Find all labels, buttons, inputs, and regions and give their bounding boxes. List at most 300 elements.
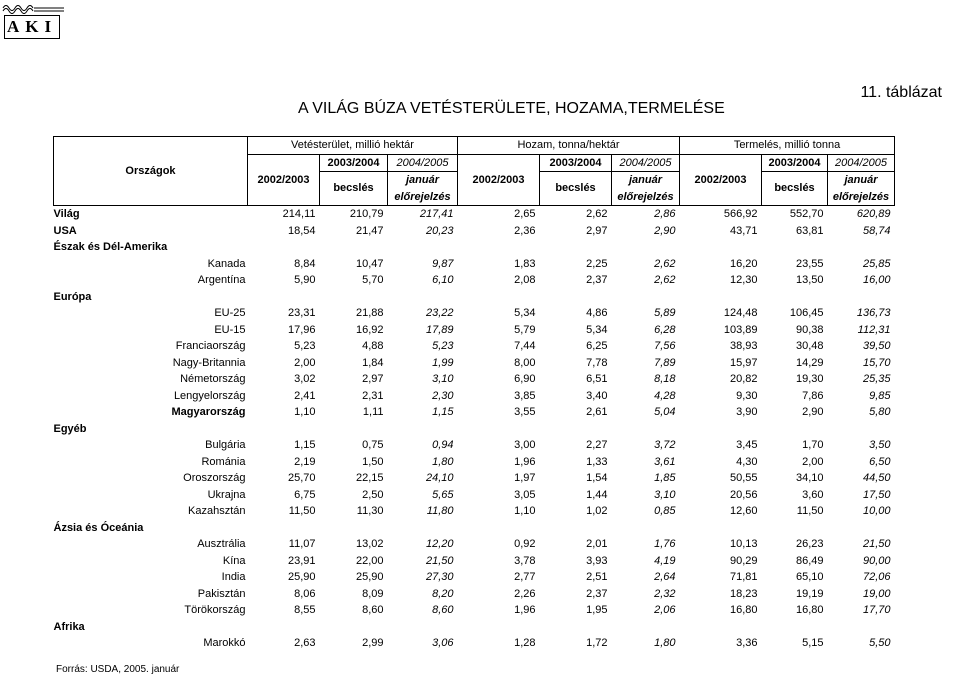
row-label: USA — [53, 224, 77, 237]
table-row — [54, 289, 895, 306]
table-cell: 9,87 — [432, 257, 454, 270]
table-cell: 6,10 — [432, 274, 454, 286]
table-cell: 1,02 — [586, 505, 608, 517]
table-row — [54, 256, 895, 273]
row-label: Pakisztán — [197, 587, 246, 600]
table-cell — [320, 421, 388, 438]
table-cell: 11,50 — [796, 505, 824, 517]
year-header: 2003/2004 — [320, 154, 388, 172]
row-label: Magyarország — [171, 406, 246, 418]
table-cell: 16,20 — [729, 257, 758, 270]
table-cell — [680, 619, 762, 636]
year-header: 2002/2003 — [680, 154, 762, 206]
table-cell: 14,29 — [795, 356, 824, 369]
table-row — [54, 536, 895, 553]
table-cell: 25,85 — [862, 257, 891, 270]
table-cell: 1,50 — [362, 455, 384, 468]
table-cell: 1,99 — [432, 356, 454, 369]
table-row — [54, 437, 895, 454]
table-cell — [320, 239, 388, 256]
table-cell: 8,18 — [654, 373, 676, 385]
row-label: Ausztrália — [197, 538, 246, 550]
table-cell: 63,81 — [795, 224, 824, 237]
table-cell: 90,38 — [795, 323, 824, 336]
table-cell: 2,90 — [802, 406, 824, 418]
table-cell: 103,89 — [723, 323, 758, 336]
table-cell: 10,47 — [355, 257, 384, 270]
table-cell: 9,30 — [736, 389, 758, 402]
table-cell: 5,89 — [654, 307, 676, 319]
table-cell — [388, 421, 458, 438]
table-cell — [612, 289, 680, 306]
row-label: Egyéb — [53, 422, 87, 435]
table-cell: 65,10 — [795, 571, 824, 583]
table-cell: 25,90 — [355, 571, 384, 583]
table-cell: 10,00 — [862, 505, 891, 517]
table-cell: 15,70 — [862, 356, 891, 369]
table-row — [54, 404, 895, 421]
table-cell: 58,74 — [862, 224, 891, 237]
table-cell — [540, 239, 612, 256]
table-cell — [320, 520, 388, 537]
table-cell: 3,55 — [514, 406, 536, 418]
table-cell — [248, 289, 320, 306]
table-cell: 1,83 — [514, 257, 536, 270]
table-body — [54, 206, 895, 652]
table-cell — [680, 239, 762, 256]
table-cell: 72,06 — [862, 571, 891, 583]
table-cell: 22,00 — [355, 554, 384, 567]
table-cell: 2,37 — [586, 587, 608, 600]
table-cell — [458, 289, 540, 306]
forecast-header: előrejelzés — [388, 189, 458, 206]
table-cell: 12,20 — [425, 538, 454, 550]
table-cell: 2,97 — [362, 373, 384, 385]
estimate-header: becslés — [540, 172, 612, 206]
table-cell: 2,19 — [294, 455, 316, 468]
table-row — [54, 239, 895, 256]
table-cell: 2,37 — [586, 274, 608, 286]
table-cell: 3,05 — [514, 488, 536, 501]
estimate-header: becslés — [762, 172, 828, 206]
source-note: Forrás: USDA, 2005. január — [56, 664, 180, 675]
table-cell: 2,00 — [294, 356, 316, 369]
table-cell — [388, 289, 458, 306]
table-cell: 1,33 — [586, 455, 608, 468]
table-row — [54, 322, 895, 339]
table-cell: 2,30 — [432, 389, 454, 402]
row-label: Ukrajna — [207, 488, 246, 501]
table-cell: 8,20 — [432, 587, 454, 600]
table-cell — [320, 619, 388, 636]
table-cell: 6,28 — [654, 323, 676, 336]
table-cell: 1,76 — [654, 538, 676, 550]
table-cell: 112,31 — [857, 323, 891, 336]
table-row — [54, 388, 895, 405]
table-cell: 2,90 — [654, 224, 676, 237]
table-cell: 2,25 — [586, 257, 608, 270]
logo-wave-icon — [2, 2, 66, 14]
table-cell: 21,88 — [355, 307, 384, 319]
table-cell: 5,23 — [294, 340, 316, 352]
table-cell — [458, 239, 540, 256]
table-cell: 1,28 — [514, 637, 536, 649]
table-cell: 16,80 — [795, 604, 824, 616]
table-cell: 2,63 — [294, 637, 316, 649]
table-cell: 217,41 — [419, 208, 454, 220]
table-cell: 3,00 — [514, 439, 536, 451]
table-cell: 21,50 — [425, 554, 454, 567]
table-cell: 2,50 — [362, 488, 384, 501]
table-cell — [762, 289, 828, 306]
table-cell — [680, 421, 762, 438]
row-label: Franciaország — [175, 340, 246, 352]
table-cell: 0,94 — [432, 439, 454, 451]
table-cell: 0,75 — [362, 439, 384, 451]
table-cell: 86,49 — [795, 554, 824, 567]
table-cell: 2,36 — [514, 224, 536, 237]
table-cell: 2,77 — [514, 571, 536, 583]
table-cell: 1,96 — [514, 455, 536, 468]
table-cell: 38,93 — [729, 340, 758, 352]
table-row — [54, 470, 895, 487]
table-cell: 5,79 — [514, 323, 536, 336]
table-row — [54, 223, 895, 240]
row-label: Ázsia és Óceánia — [53, 521, 144, 534]
table-cell — [540, 289, 612, 306]
row-label: Észak és Dél-Amerika — [53, 241, 168, 253]
table-cell — [828, 421, 895, 438]
table-cell: 7,89 — [654, 356, 676, 369]
table-cell: 9,85 — [869, 389, 891, 402]
aki-logo — [2, 2, 66, 40]
table-cell: 11,50 — [288, 505, 316, 517]
table-cell: 7,56 — [654, 340, 676, 352]
table-cell: 7,44 — [514, 340, 536, 352]
table-cell: 5,65 — [432, 488, 454, 501]
table-cell — [540, 421, 612, 438]
row-label: EU-15 — [214, 323, 246, 336]
table-cell: 10,13 — [729, 538, 758, 550]
table-cell: 136,73 — [856, 307, 891, 319]
table-cell: 3,10 — [654, 488, 676, 501]
year-header: 2004/2005 — [388, 154, 458, 172]
table-cell: 2,31 — [362, 389, 384, 402]
table-cell: 8,00 — [514, 356, 536, 369]
table-cell: 90,29 — [729, 554, 758, 567]
table-cell: 3,10 — [432, 373, 454, 385]
table-cell — [828, 289, 895, 306]
row-label: Törökország — [184, 604, 246, 616]
table-cell: 0,92 — [514, 538, 536, 550]
table-cell — [320, 289, 388, 306]
table-cell: 3,02 — [294, 373, 316, 385]
year-header: 2004/2005 — [828, 154, 895, 172]
january-header: január — [828, 172, 895, 189]
table-cell: 1,11 — [362, 406, 384, 418]
countries-header: Országok — [54, 137, 248, 206]
table-cell: 30,48 — [795, 340, 824, 352]
table-cell: 2,99 — [362, 637, 384, 649]
table-cell: 3,61 — [654, 455, 676, 468]
table-cell: 26,23 — [795, 538, 824, 550]
table-cell: 34,10 — [795, 472, 824, 484]
table-cell: 3,78 — [514, 554, 536, 567]
table-cell — [762, 421, 828, 438]
table-cell: 7,78 — [586, 356, 608, 369]
table-row — [54, 454, 895, 471]
table-cell: 1,85 — [654, 472, 676, 484]
table-cell: 1,95 — [586, 604, 608, 616]
table-cell — [458, 520, 540, 537]
table-cell: 3,50 — [869, 439, 891, 451]
table-row — [54, 371, 895, 388]
table-cell — [762, 520, 828, 537]
table-cell: 8,84 — [294, 257, 316, 270]
table-cell: 23,22 — [425, 307, 454, 319]
page-title: A VILÁG BÚZA VETÉSTERÜLETE, HOZAMA,TERMELÉSE — [298, 100, 725, 117]
row-label: Nagy-Britannia — [172, 356, 246, 369]
table-cell — [458, 619, 540, 636]
table-cell: 21,50 — [862, 538, 891, 550]
table-cell: 5,23 — [432, 340, 454, 352]
table-cell: 7,86 — [802, 389, 824, 402]
table-cell — [828, 239, 895, 256]
table-cell — [612, 619, 680, 636]
table-row — [54, 586, 895, 603]
table-cell: 20,56 — [729, 488, 758, 501]
table-cell: 566,92 — [723, 208, 758, 220]
row-label: Európa — [53, 290, 92, 303]
table-cell: 20,82 — [729, 373, 758, 385]
table-cell: 2,65 — [514, 208, 536, 220]
table-cell — [248, 421, 320, 438]
table-cell — [248, 619, 320, 636]
table-cell — [762, 619, 828, 636]
table-cell: 27,30 — [425, 571, 454, 583]
table-cell: 5,04 — [654, 406, 676, 418]
table-cell: 2,62 — [654, 274, 676, 286]
table-cell: 17,89 — [425, 323, 454, 336]
table-row — [54, 553, 895, 570]
table-cell: 22,15 — [355, 472, 384, 484]
table-cell: 25,35 — [862, 373, 891, 385]
table-cell — [680, 520, 762, 537]
table-cell: 4,88 — [362, 340, 384, 352]
table-cell — [612, 239, 680, 256]
table-cell: 5,15 — [802, 637, 824, 649]
table-cell — [248, 520, 320, 537]
january-header: január — [612, 172, 680, 189]
table-cell: 12,30 — [729, 274, 758, 286]
table-cell: 2,86 — [654, 208, 676, 220]
table-cell: 71,81 — [729, 571, 758, 583]
row-label: Bulgária — [205, 439, 246, 451]
table-cell: 4,30 — [736, 455, 758, 468]
table-cell: 6,75 — [294, 488, 316, 501]
table-row — [54, 272, 895, 289]
table-cell: 19,19 — [795, 587, 824, 600]
table-cell: 18,54 — [287, 224, 316, 237]
table-cell: 552,70 — [789, 208, 824, 220]
table-cell: 3,40 — [586, 389, 608, 402]
table-cell: 620,89 — [856, 208, 891, 220]
row-label: Argentína — [197, 274, 246, 286]
table-cell: 1,80 — [432, 455, 454, 468]
table-cell: 16,92 — [355, 323, 384, 336]
row-label: Németország — [180, 373, 246, 385]
table-cell: 4,86 — [586, 307, 608, 319]
table-cell: 124,48 — [723, 307, 758, 319]
table-cell: 8,55 — [294, 604, 316, 616]
table-cell: 1,54 — [586, 472, 608, 484]
table-cell: 39,50 — [862, 340, 891, 352]
table-cell — [388, 239, 458, 256]
table-cell: 2,51 — [586, 571, 608, 583]
table-cell: 11,30 — [356, 505, 384, 517]
table-cell: 90,00 — [862, 554, 891, 567]
table-cell: 1,97 — [514, 472, 536, 484]
forecast-header: előrejelzés — [612, 189, 680, 206]
year-header: 2003/2004 — [540, 154, 612, 172]
table-row — [54, 602, 895, 619]
table-cell: 5,34 — [514, 307, 536, 319]
table-cell: 3,36 — [736, 637, 758, 649]
table-cell: 5,50 — [869, 637, 891, 649]
year-header: 2004/2005 — [612, 154, 680, 172]
table-cell: 210,79 — [349, 208, 384, 220]
table-cell: 2,00 — [802, 455, 824, 468]
table-cell: 24,10 — [425, 472, 454, 484]
table-cell — [680, 289, 762, 306]
table-cell: 20,23 — [425, 224, 454, 237]
table-cell: 6,25 — [586, 340, 608, 352]
row-label: Oroszország — [183, 472, 246, 484]
table-cell — [762, 239, 828, 256]
table-cell: 17,50 — [862, 488, 891, 501]
table-cell — [388, 619, 458, 636]
estimate-header: becslés — [320, 172, 388, 206]
table-cell — [828, 619, 895, 636]
table-cell: 23,91 — [287, 554, 316, 567]
row-label: Afrika — [53, 620, 85, 633]
table-cell — [612, 421, 680, 438]
table-cell: 214,11 — [282, 208, 316, 220]
table-cell: 2,62 — [654, 257, 676, 270]
table-cell: 1,15 — [294, 439, 316, 451]
year-header: 2003/2004 — [762, 154, 828, 172]
table-cell: 17,70 — [862, 604, 891, 616]
table-cell: 2,08 — [514, 274, 536, 286]
table-row — [54, 569, 895, 586]
table-cell: 11,80 — [426, 505, 454, 517]
row-label: Kína — [222, 554, 246, 567]
row-label: EU-25 — [214, 307, 246, 319]
row-label: India — [221, 571, 246, 583]
table-row — [54, 421, 895, 438]
table-cell: 2,01 — [586, 538, 608, 550]
table-cell: 5,90 — [294, 274, 316, 286]
table-cell: 13,02 — [355, 538, 384, 550]
table-cell: 21,47 — [355, 224, 384, 237]
table-cell: 2,26 — [514, 587, 536, 600]
table-cell: 5,70 — [362, 274, 384, 286]
row-label: Kazahsztán — [188, 505, 246, 517]
table-cell: 3,93 — [586, 554, 608, 567]
table-row — [54, 619, 895, 636]
table-cell: 19,30 — [795, 373, 824, 385]
table-cell: 3,60 — [802, 488, 824, 501]
table-cell: 1,96 — [514, 604, 536, 616]
table-row — [54, 635, 895, 652]
table-cell: 16,80 — [729, 604, 758, 616]
table-cell: 17,96 — [287, 323, 316, 336]
row-label: Marokkó — [203, 637, 246, 649]
table-cell: 43,71 — [729, 224, 758, 237]
forecast-header: előrejelzés — [828, 189, 895, 206]
year-header: 2002/2003 — [248, 154, 320, 206]
row-label: Románia — [201, 455, 246, 468]
table-cell: 2,41 — [294, 389, 316, 402]
table-cell: 2,64 — [654, 571, 676, 583]
table-cell: 2,27 — [586, 439, 608, 451]
row-label: Világ — [53, 208, 80, 220]
table-row — [54, 487, 895, 504]
table-cell: 2,06 — [654, 604, 676, 616]
table-cell — [388, 520, 458, 537]
table-cell: 2,32 — [654, 587, 676, 600]
table-cell: 25,90 — [287, 571, 316, 583]
table-row — [54, 503, 895, 520]
table-cell — [248, 239, 320, 256]
row-label: Lengyelország — [173, 389, 246, 402]
table-cell: 6,90 — [514, 373, 536, 385]
table-cell: 23,55 — [795, 257, 824, 270]
table-cell: 15,97 — [729, 356, 758, 369]
logo-text: AKI — [4, 15, 60, 39]
table-row — [54, 338, 895, 355]
table-cell: 8,09 — [362, 587, 384, 600]
table-cell: 1,44 — [586, 488, 608, 501]
wheat-table — [53, 136, 895, 652]
table-row — [54, 305, 895, 322]
table-row — [54, 355, 895, 372]
table-cell: 1,10 — [514, 505, 536, 517]
table-cell: 12,60 — [729, 505, 758, 517]
table-cell: 1,84 — [362, 356, 384, 369]
table-cell: 2,61 — [586, 406, 608, 418]
table-cell: 3,06 — [432, 637, 454, 649]
table-cell — [612, 520, 680, 537]
table-cell: 23,31 — [287, 307, 316, 319]
table-cell: 3,85 — [514, 389, 536, 402]
table-row — [54, 520, 895, 537]
table-cell: 1,70 — [802, 439, 824, 451]
table-cell: 18,23 — [729, 587, 758, 600]
table-cell: 8,60 — [432, 604, 454, 616]
table-cell: 2,97 — [586, 224, 608, 237]
area-group-header: Vetésterület, millió hektár — [248, 137, 458, 155]
table-cell: 50,55 — [729, 472, 758, 484]
table-cell — [540, 619, 612, 636]
table-cell — [458, 421, 540, 438]
table-cell: 44,50 — [862, 472, 891, 484]
table-cell: 16,00 — [862, 274, 891, 286]
table-cell: 1,80 — [654, 637, 676, 649]
table-cell: 106,45 — [789, 307, 824, 319]
row-label: Kanada — [207, 257, 246, 270]
table-cell: 1,10 — [294, 406, 316, 418]
